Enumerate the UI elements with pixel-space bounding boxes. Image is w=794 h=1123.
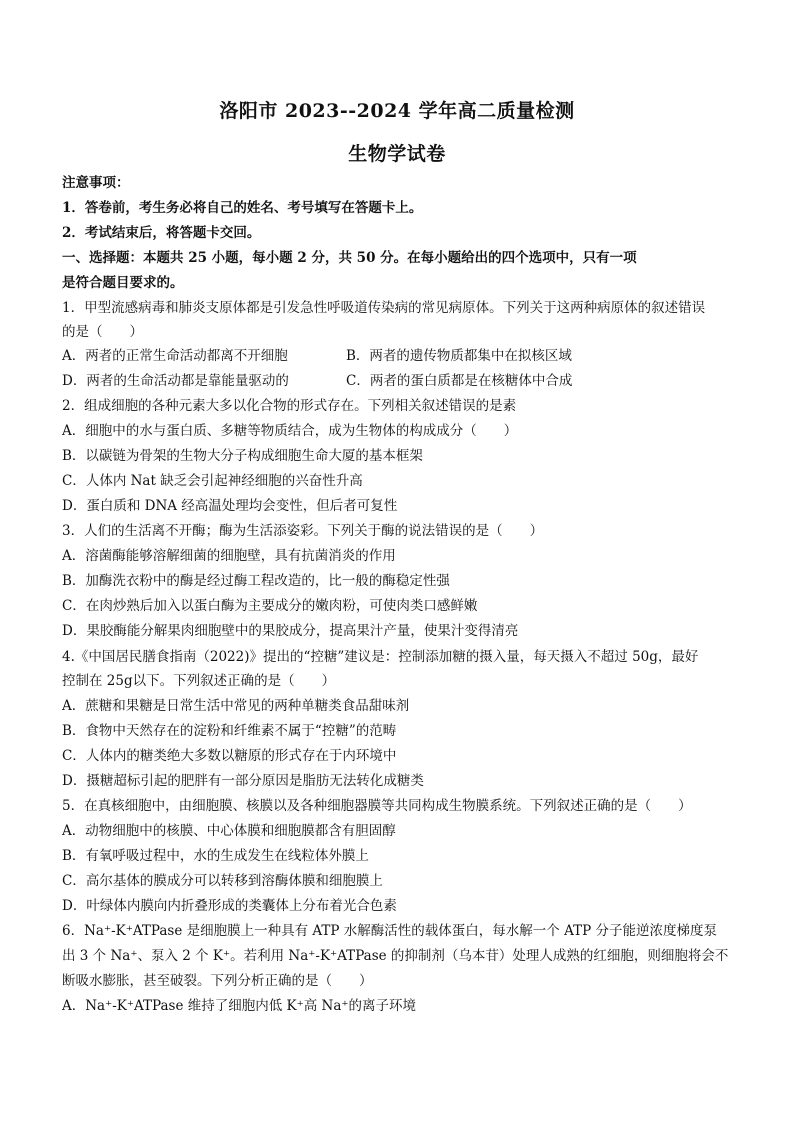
q5-option-b: B．有氧呼吸过程中，水的生成发生在线粒体外膜上	[62, 848, 369, 864]
q5-option-d: D．叶绿体内膜向内折叠形成的类囊体上分布着光合色素	[62, 898, 397, 914]
q6-stem: 6．Na⁺-K⁺ATPase 是细胞膜上一种具有 ATP 水解酶活性的载体蛋白，每水解一个 ATP 分子能逆浓度梯度泵	[62, 923, 717, 939]
q2-option-d: D．蛋白质和 DNA 经高温处理均会变性，但后者可复性	[62, 498, 398, 514]
q2-option-c: C．人体内 Nat 缺乏会引起神经细胞的兴奋性升高	[62, 473, 363, 489]
q6-option-a: A．Na⁺-K⁺ATPase 维持了细胞内低 K⁺高 Na⁺的离子环境	[62, 998, 417, 1014]
q3-option-c: C．在肉炒熟后加入以蛋白酶为主要成分的嫩肉粉，可使肉类口感鲜嫩	[62, 598, 478, 614]
notes-item-1: 1．答卷前，考生务必将自己的姓名、考号填写在答题卡上。	[62, 200, 423, 216]
q6-stem-cont-2: 断吸水膨胀，甚至破裂。下列分析正确的是（ ）	[62, 973, 373, 989]
q1-stem-cont: 的是（ ）	[62, 324, 143, 340]
q1-option-b: B．两者的遗传物质都集中在拟核区域	[346, 348, 572, 364]
q5-option-a: A．动物细胞中的核膜、中心体膜和细胞膜都含有胆固醇	[62, 823, 396, 839]
q4-stem-cont: 控制在 25g以下。下列叙述正确的是（ ）	[62, 673, 336, 689]
q2-option-a: A．细胞中的水与蛋白质、多糖等物质结合，成为生物体的构成成分（ ）	[62, 423, 518, 439]
q4-option-a: A．蔗糖和果糖是日常生活中常见的两种单糖类食品甜味剂	[62, 698, 410, 714]
page-title: 洛阳市 2023--2024 学年高二质量检测	[219, 100, 575, 122]
notes-item-2: 2．考试结束后，将答题卡交回。	[62, 225, 261, 241]
q3-option-d: D．果胶酶能分解果肉细胞壁中的果胶成分，提高果汁产量，使果汁变得清亮	[62, 623, 519, 639]
q2-stem: 2．组成细胞的各种元素大多以化合物的形式存在。下列相关叙述错误的是素	[62, 398, 517, 414]
q1-option-d: D．两者的生命活动都是靠能量驱动的	[62, 373, 289, 389]
q4-option-b: B．食物中天然存在的淀粉和纤维素不属于“控糖”的范畴	[62, 723, 397, 739]
notes-heading: 注意事项：	[62, 175, 130, 191]
q4-option-d: D．摄糖超标引起的肥胖有一部分原因是脂肪无法转化成糖类	[62, 773, 424, 789]
q5-stem: 5．在真核细胞中，由细胞膜、核膜以及各种细胞器膜等共同构成生物膜系统。下列叙述正确的是（ ）	[62, 798, 692, 814]
q6-stem-cont-1: 出 3 个 Na⁺、泵入 2 个 K⁺。若利用 Na⁺-K⁺ATPase 的抑制剂（乌本苷）处理人成熟的红细胞，则细胞将会不	[62, 948, 729, 964]
section-heading: 一、选择题：本题共 25 小题，每小题 2 分，共 50 分。在每小题给出的四个选项中，只有一项	[62, 250, 637, 266]
q4-stem: 4.《中国居民膳食指南（2022)》提出的“控糖”建议是：控制添加糖的摄入量，每天摄入不超过 50g，最好	[62, 649, 699, 665]
q5-option-c: C．高尔基体的膜成分可以转移到溶酶体膜和细胞膜上	[62, 873, 383, 889]
q3-stem: 3．人们的生活离不开酶；酶为生活添姿彩。下列关于酶的说法错误的是（ ）	[62, 523, 544, 539]
q3-option-a: A．溶菌酶能够溶解细菌的细胞壁，具有抗菌消炎的作用	[62, 548, 396, 564]
q2-option-b: B．以碳链为骨架的生物大分子构成细胞生命大厦的基本框架	[62, 448, 423, 464]
q3-option-b: B．加酶洗衣粉中的酶是经过酶工程改造的，比一般的酶稳定性强	[62, 573, 450, 589]
q1-option-a: A．两者的正常生命活动都离不开细胞	[62, 348, 288, 364]
q4-option-c: C．人体内的糖类绝大多数以糖原的形式存在于内环境中	[62, 748, 397, 764]
section-heading-cont: 是符合题目要求的。	[62, 275, 184, 291]
q1-stem: 1．甲型流感病毒和肺炎支原体都是引发急性呼吸道传染病的常见病原体。下列关于这两种病原体的叙述错误	[62, 300, 706, 316]
q1-option-c: C．两者的蛋白质都是在核糖体中合成	[346, 373, 573, 389]
page-subtitle: 生物学试卷	[348, 143, 446, 165]
